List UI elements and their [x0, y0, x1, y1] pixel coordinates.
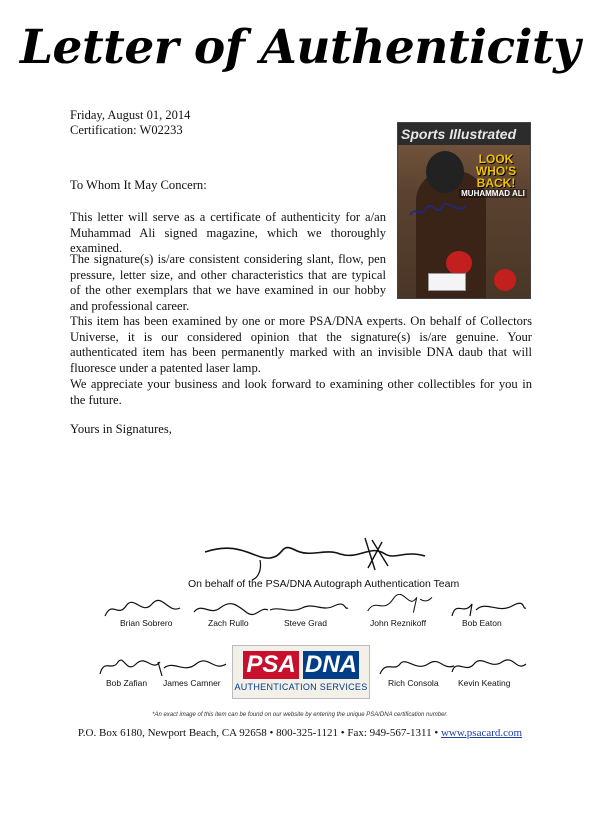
authenticator-name: Bob Zafian	[106, 678, 148, 688]
logo-psa-text: PSA	[243, 651, 299, 679]
authenticator-name: Kevin Keating	[458, 678, 511, 688]
logo-dna-text: DNA	[305, 651, 357, 678]
cover-headline: LOOK WHO'S BACK!	[475, 152, 517, 190]
authenticator-autograph	[268, 598, 350, 620]
authenticator-name: John Reznikoff	[370, 618, 427, 628]
paragraph-2: The signature(s) is/are consistent considering slant, flow, pen pressure, letter size, and other characteristics that are typical of the other exemplars that we have examined in our hobby and professional career.	[70, 252, 386, 313]
authentication-sticker	[428, 273, 466, 291]
certification-number: Certification: W02233	[70, 123, 183, 137]
psa-dna-logo	[232, 645, 370, 699]
salutation: To Whom It May Concern:	[70, 178, 207, 192]
authenticator-name: Zach Rullo	[208, 618, 249, 628]
cover-masthead: Sports Illustrated	[398, 123, 530, 145]
cover-name: MUHAMMAD ALI	[459, 189, 527, 198]
muhammad-ali-signature	[200, 530, 430, 585]
letter-title: Letter of Authenticity	[20, 20, 580, 75]
boxer-headgear	[426, 151, 464, 193]
authenticator-autograph	[190, 598, 272, 620]
closing: Yours in Signatures,	[70, 422, 172, 436]
boxing-glove-icon	[494, 269, 516, 291]
authenticator-name: Bob Eaton	[462, 618, 502, 628]
authenticator-name: Rich Consola	[388, 678, 439, 688]
certification-note: *An exact image of this item can be found on our website by entering the unique PSA/DNA certification number.	[152, 712, 448, 718]
cover-autograph	[408, 201, 468, 221]
authenticator-autograph	[154, 656, 236, 678]
authenticator-autograph	[446, 656, 528, 678]
footer-address: P.O. Box 6180, Newport Beach, CA 92658 • 800-325-1121 • Fax: 949-567-1311 •	[77, 727, 441, 739]
authenticator-autograph	[358, 594, 440, 616]
authenticator-name: Steve Grad	[284, 618, 327, 628]
footer-contact	[0, 727, 600, 739]
logo-subtitle: AUTHENTICATION SERVICES	[234, 682, 368, 692]
authenticator-name: Brian Sobrero	[120, 618, 173, 628]
website-link[interactable]: www.psacard.com	[440, 727, 523, 739]
letter-date: Friday, August 01, 2014	[70, 108, 191, 122]
paragraph-1: This letter will serve as a certificate of authenticity for a/an Muhammad Ali signed magazine, which we thoroughly examined.	[70, 210, 386, 255]
magazine-cover-image	[397, 122, 531, 299]
paragraph-3: This item has been examined by one or more PSA/DNA experts. On behalf of Collectors Universe, it is our considered opinion that the signature(s) is/are genuine. Your authenticated item has been permanently marked with an invisible DNA daub that will fluoresce under a patented laser lamp.	[70, 314, 532, 375]
authentication-team-line: On behalf of the PSA/DNA Autograph Authentication Team	[188, 578, 460, 590]
authenticator-name: James Camner	[163, 678, 221, 688]
authenticator-autograph	[102, 598, 184, 620]
paragraph-4: We appreciate your business and look forward to examining other collectibles for you in the future.	[70, 377, 532, 407]
authenticator-autograph	[446, 598, 528, 620]
boxing-glove-icon	[446, 251, 472, 275]
